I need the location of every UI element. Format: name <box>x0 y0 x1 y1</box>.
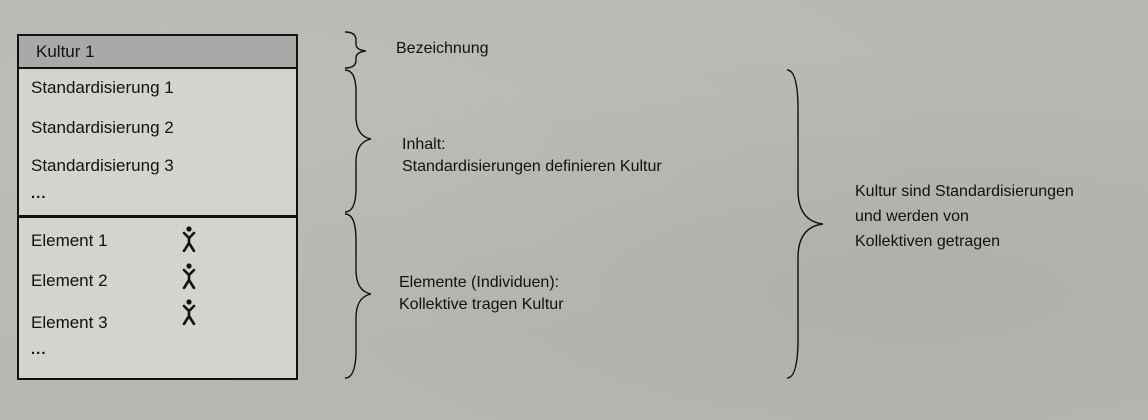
label-name: Bezeichnung <box>396 40 489 57</box>
element-2: Element 2 <box>31 271 108 290</box>
brace-name <box>345 32 366 68</box>
label-content-text: Standardisierungen definieren Kultur <box>402 158 662 175</box>
brace-summary <box>787 70 823 378</box>
element-more: ... <box>31 341 47 358</box>
label-elements-heading: Elemente (Individuen): <box>399 274 560 291</box>
label-content-heading: Inhalt: <box>402 136 446 153</box>
element-3: Element 3 <box>31 313 108 332</box>
culture-title: Kultur 1 <box>19 36 296 69</box>
summary-line-2: und werden von <box>855 208 969 225</box>
summary-line-3: Kollektiven getragen <box>855 233 1000 250</box>
brace-content <box>345 70 371 212</box>
standardization-more: ... <box>31 185 47 202</box>
standardization-2: Standardisierung 2 <box>31 118 174 137</box>
element-1: Element 1 <box>31 231 108 250</box>
label-elements-text: Kollektive tragen Kultur <box>399 296 564 313</box>
standardization-3: Standardisierung 3 <box>31 156 174 175</box>
standardization-1: Standardisierung 1 <box>31 78 174 97</box>
summary-line-1: Kultur sind Standardisierungen <box>855 183 1074 200</box>
brace-elements <box>345 214 371 378</box>
